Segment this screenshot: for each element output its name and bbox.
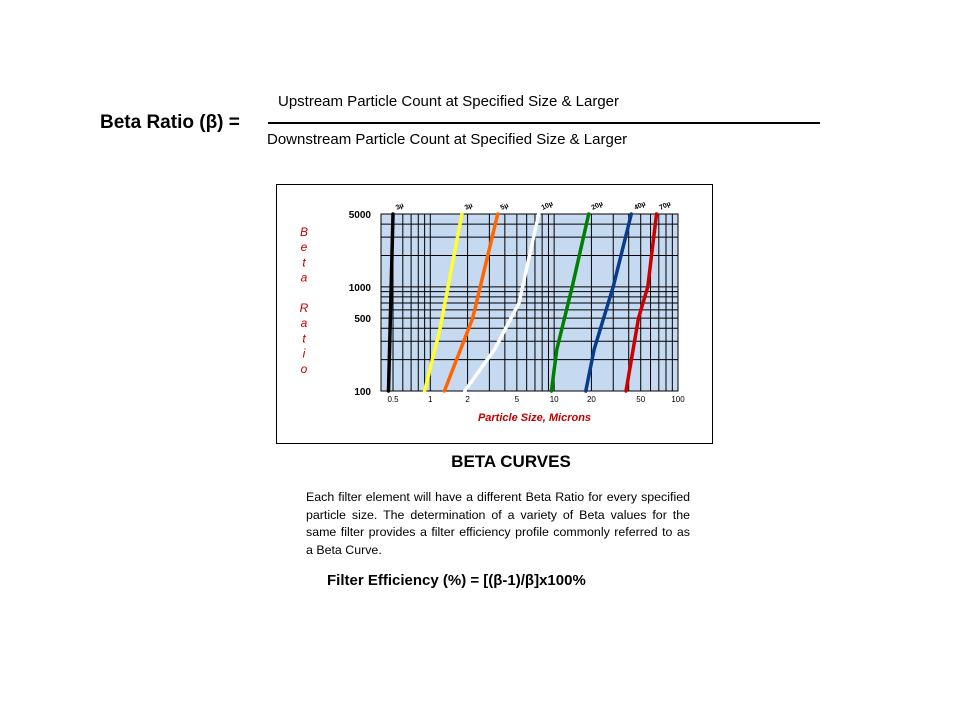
curve-label: 3µ — [463, 202, 474, 212]
efficiency-formula: Filter Efficiency (%) = [(β-1)/β]x100% — [327, 572, 586, 589]
y-tick-label: 100 — [354, 387, 371, 398]
y-tick-label: 500 — [354, 314, 371, 326]
y-axis-label-letter: e — [300, 240, 308, 255]
y-axis-label-letter: t — [302, 331, 306, 346]
curve-label: 70µ — [658, 200, 673, 212]
y-axis-label-letter: i — [302, 346, 306, 361]
beta-chart-svg — [277, 185, 714, 445]
y-axis-label-letter: a — [300, 316, 308, 331]
x-tick-label: 2 — [465, 395, 470, 404]
curve-label: 5µ — [499, 202, 510, 212]
description-text: Each filter element will have a different Beta Ratio for every specified particle size. The determination of a variety of Beta values for the same filter provides a filter efficiency profile commonly referred to as a Beta Curve. — [306, 490, 690, 557]
x-tick-label: 5 — [514, 395, 520, 404]
x-axis-label: Particle Size, Microns — [477, 412, 592, 424]
curve-label: 3µ — [394, 202, 406, 212]
formula-lhs: Beta Ratio (β) = — [100, 112, 240, 133]
beta-chart — [276, 184, 713, 444]
y-axis-label-letter: R — [299, 301, 309, 315]
curve-label: 20µ — [590, 200, 605, 212]
y-tick-label: 5000 — [348, 210, 371, 221]
x-tick-label: 100 — [671, 395, 685, 404]
y-tick-label: 1000 — [348, 282, 371, 294]
y-axis-label-letter: o — [300, 361, 308, 376]
x-tick-label: 10 — [549, 395, 559, 404]
fraction-bar — [268, 122, 820, 124]
curve-label: 10µ — [540, 200, 555, 212]
x-tick-label: 50 — [636, 395, 646, 404]
chart-title: BETA CURVES — [451, 452, 571, 471]
curve-label: 40µ — [633, 200, 647, 212]
y-axis-label-letter: t — [302, 255, 306, 270]
formula-denominator: Downstream Particle Count at Specified Size & Larger — [267, 131, 628, 148]
x-tick-label: 1 — [428, 395, 433, 404]
formula-numerator: Upstream Particle Count at Specified Size & Larger — [278, 93, 619, 110]
x-tick-label: 0.5 — [387, 395, 399, 404]
x-tick-label: 20 — [586, 395, 596, 404]
y-axis-label-letter: a — [300, 270, 308, 285]
y-axis-label-letter: B — [299, 225, 309, 239]
